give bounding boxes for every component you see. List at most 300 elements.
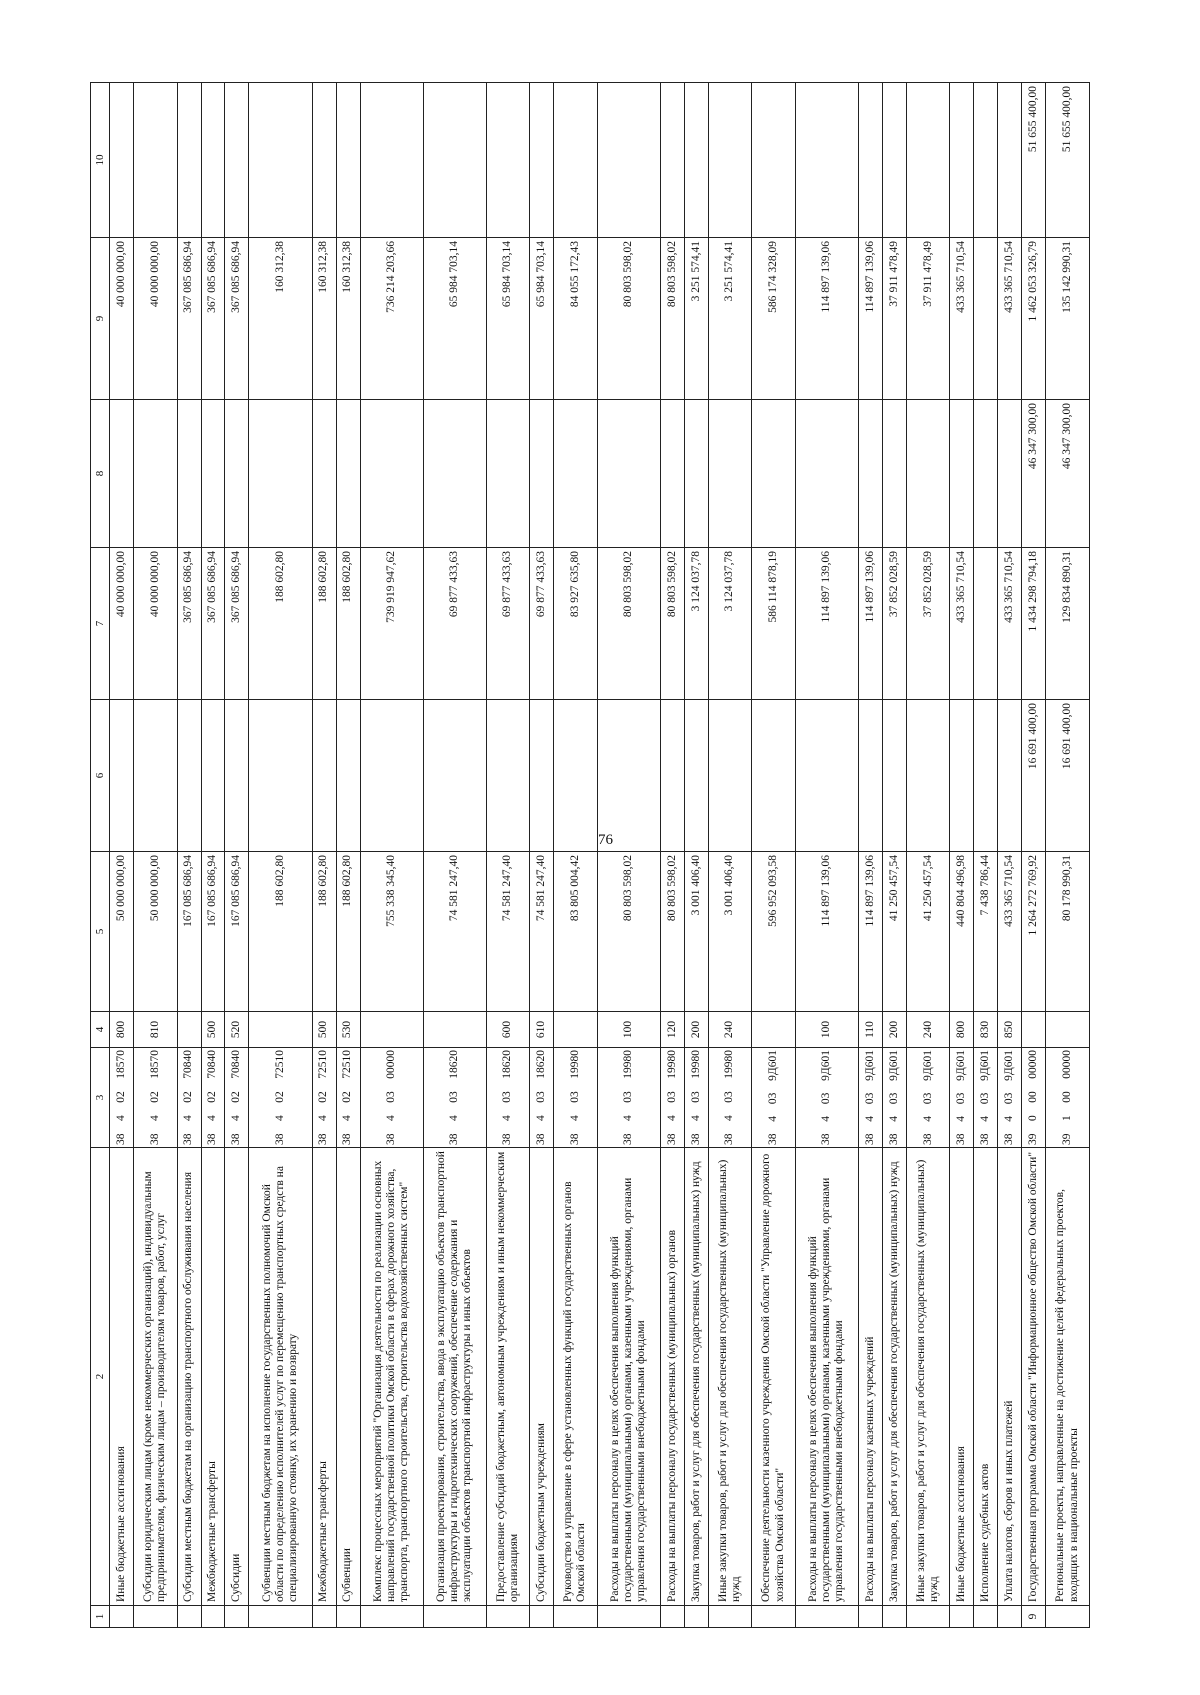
amount-col-10 bbox=[225, 83, 249, 238]
code-parts bbox=[864, 1050, 877, 1145]
amount-col-9 bbox=[974, 238, 998, 400]
expense-type-code: 240 bbox=[708, 1012, 752, 1048]
row-description: Руководство и управление в сфере установленных функций государственных органов Омской области bbox=[554, 1148, 598, 1606]
target-article-code bbox=[597, 1048, 660, 1148]
column-header-2: 2 bbox=[91, 1148, 110, 1606]
code-part-1: 39 bbox=[1061, 1133, 1074, 1145]
amount-col-10 bbox=[423, 83, 486, 238]
amount-col-7: 83 927 635,80 bbox=[554, 548, 598, 700]
amount-col-7: 114 897 139,06 bbox=[795, 548, 858, 700]
amount-col-8 bbox=[554, 400, 598, 548]
amount-col-8 bbox=[998, 400, 1022, 548]
amount-col-5: 80 178 990,31 bbox=[1046, 852, 1090, 1012]
code-part-3: 03 bbox=[820, 1092, 833, 1105]
amount-col-8 bbox=[201, 400, 225, 548]
amount-col-10: 51 655 400,00 bbox=[1046, 83, 1090, 238]
amount-col-5: 188 602,80 bbox=[249, 852, 312, 1012]
target-article-code bbox=[882, 1048, 906, 1148]
code-parts bbox=[690, 1050, 703, 1145]
amount-col-9: 40 000 000,00 bbox=[110, 238, 134, 400]
code-part-2: 4 bbox=[665, 1115, 678, 1121]
amount-col-7: 37 852 028,59 bbox=[882, 548, 906, 700]
table-row bbox=[336, 83, 360, 1628]
amount-col-7: 1 434 298 794,18 bbox=[1022, 548, 1046, 700]
amount-col-10 bbox=[660, 83, 684, 238]
code-part-1: 38 bbox=[689, 1133, 702, 1145]
amount-col-10 bbox=[752, 83, 796, 238]
table-row bbox=[906, 83, 950, 1628]
row-number bbox=[423, 1606, 486, 1628]
amount-col-9: 80 803 598,02 bbox=[597, 238, 660, 400]
code-part-2: 4 bbox=[148, 1115, 161, 1121]
expense-type-code: 530 bbox=[336, 1012, 360, 1048]
code-part-3: 02 bbox=[273, 1091, 286, 1103]
code-parts bbox=[888, 1050, 901, 1145]
row-number bbox=[660, 1606, 684, 1628]
row-description: Субсидии бюджетным учреждениям bbox=[530, 1148, 554, 1606]
amount-col-7: 367 085 686,94 bbox=[225, 548, 249, 700]
row-number bbox=[225, 1606, 249, 1628]
code-part-3: 03 bbox=[568, 1091, 581, 1103]
code-part-3: 03 bbox=[535, 1091, 548, 1103]
row-number bbox=[530, 1606, 554, 1628]
code-part-3: 03 bbox=[955, 1092, 968, 1105]
amount-col-8 bbox=[752, 400, 796, 548]
budget-table-wrapper bbox=[90, 83, 1090, 1628]
code-part-2: 4 bbox=[501, 1115, 514, 1121]
code-part-4: 9Д601 bbox=[820, 1050, 833, 1081]
target-article-code bbox=[950, 1048, 974, 1148]
amount-col-7: 40 000 000,00 bbox=[110, 548, 134, 700]
expense-type-code: 500 bbox=[312, 1012, 336, 1048]
amount-col-6 bbox=[858, 700, 882, 852]
code-part-4: 18570 bbox=[114, 1050, 127, 1079]
amount-col-6 bbox=[906, 700, 950, 852]
row-description: Государственная программа Омской области "Информационное общество Омской области" bbox=[1022, 1148, 1046, 1606]
amount-col-6 bbox=[201, 700, 225, 852]
amount-col-7: 433 365 710,54 bbox=[950, 548, 974, 700]
amount-col-7: 739 919 947,62 bbox=[360, 548, 423, 700]
code-part-1: 38 bbox=[182, 1133, 195, 1145]
code-parts bbox=[115, 1050, 128, 1145]
amount-col-8 bbox=[882, 400, 906, 548]
amount-col-6 bbox=[950, 700, 974, 852]
amount-col-5: 596 952 093,58 bbox=[752, 852, 796, 1012]
target-article-code bbox=[133, 1048, 177, 1148]
target-article-code bbox=[423, 1048, 486, 1148]
code-parts bbox=[1003, 1050, 1016, 1145]
code-part-2: 4 bbox=[535, 1115, 548, 1121]
amount-col-10 bbox=[177, 83, 201, 238]
code-part-2: 4 bbox=[955, 1115, 968, 1122]
code-parts bbox=[448, 1050, 461, 1145]
code-part-1: 38 bbox=[955, 1133, 968, 1145]
code-part-3: 03 bbox=[622, 1091, 635, 1103]
amount-col-5: 433 365 710,54 bbox=[998, 852, 1022, 1012]
amount-col-6 bbox=[360, 700, 423, 852]
table-row bbox=[882, 83, 906, 1628]
expense-type-code: 850 bbox=[998, 1012, 1022, 1048]
code-part-2: 4 bbox=[114, 1115, 127, 1121]
code-part-1: 38 bbox=[384, 1133, 397, 1145]
column-header-10: 10 bbox=[91, 83, 110, 238]
table-row bbox=[684, 83, 708, 1628]
row-description: Межбюджетные трансферты bbox=[201, 1148, 225, 1606]
code-part-4: 18620 bbox=[535, 1050, 548, 1079]
row-description: Субсидии bbox=[225, 1148, 249, 1606]
target-article-code bbox=[225, 1048, 249, 1148]
amount-col-7: 69 877 433,63 bbox=[530, 548, 554, 700]
code-part-2: 4 bbox=[820, 1115, 833, 1122]
amount-col-7: 367 085 686,94 bbox=[177, 548, 201, 700]
code-part-1: 38 bbox=[568, 1133, 581, 1145]
amount-col-8 bbox=[597, 400, 660, 548]
code-part-1: 38 bbox=[887, 1133, 900, 1145]
code-part-2: 4 bbox=[182, 1115, 195, 1121]
code-part-2: 4 bbox=[887, 1115, 900, 1122]
amount-col-8: 46 347 300,00 bbox=[1046, 400, 1090, 548]
target-article-code bbox=[486, 1048, 530, 1148]
amount-col-5: 50 000 000,00 bbox=[133, 852, 177, 1012]
amount-col-9: 37 911 478,49 bbox=[882, 238, 906, 400]
table-row bbox=[1022, 83, 1046, 1628]
amount-col-8 bbox=[423, 400, 486, 548]
amount-col-5: 167 085 686,94 bbox=[201, 852, 225, 1012]
expense-type-code: 610 bbox=[530, 1012, 554, 1048]
table-row bbox=[660, 83, 684, 1628]
code-parts bbox=[317, 1050, 330, 1145]
code-parts bbox=[820, 1050, 833, 1145]
amount-col-7: 188 602,80 bbox=[336, 548, 360, 700]
code-part-1: 38 bbox=[501, 1133, 514, 1145]
row-description: Субсидии местным бюджетам на организацию транспортного обслуживания населения bbox=[177, 1148, 201, 1606]
code-part-3: 02 bbox=[230, 1091, 243, 1103]
amount-col-8 bbox=[858, 400, 882, 548]
amount-col-6 bbox=[177, 700, 201, 852]
row-number bbox=[858, 1606, 882, 1628]
code-parts bbox=[501, 1050, 514, 1145]
row-number bbox=[974, 1606, 998, 1628]
code-part-2: 4 bbox=[448, 1115, 461, 1121]
amount-col-9: 84 055 172,43 bbox=[554, 238, 598, 400]
row-number bbox=[752, 1606, 796, 1628]
amount-col-5: 74 581 247,40 bbox=[530, 852, 554, 1012]
code-part-2: 4 bbox=[766, 1115, 779, 1122]
amount-col-8 bbox=[950, 400, 974, 548]
amount-col-6 bbox=[554, 700, 598, 852]
amount-col-8 bbox=[312, 400, 336, 548]
amount-col-8 bbox=[708, 400, 752, 548]
expense-type-code bbox=[1046, 1012, 1090, 1048]
code-parts bbox=[1027, 1050, 1040, 1145]
amount-col-10 bbox=[882, 83, 906, 238]
amount-col-9: 80 803 598,02 bbox=[660, 238, 684, 400]
amount-col-7: 40 000 000,00 bbox=[133, 548, 177, 700]
code-parts bbox=[149, 1050, 162, 1145]
expense-type-code: 500 bbox=[201, 1012, 225, 1048]
amount-col-8 bbox=[906, 400, 950, 548]
amount-col-8 bbox=[684, 400, 708, 548]
amount-col-9: 3 251 574,41 bbox=[684, 238, 708, 400]
row-number bbox=[950, 1606, 974, 1628]
row-description: Региональные проекты, направленные на достижение целей федеральных проектов, входящих в национальные проекты bbox=[1046, 1148, 1090, 1606]
code-parts bbox=[955, 1050, 968, 1145]
expense-type-code: 800 bbox=[110, 1012, 134, 1048]
amount-col-9: 160 312,38 bbox=[249, 238, 312, 400]
expense-type-code: 110 bbox=[858, 1012, 882, 1048]
table-row bbox=[249, 83, 312, 1628]
code-part-3: 03 bbox=[863, 1092, 876, 1105]
expense-type-code: 520 bbox=[225, 1012, 249, 1048]
table-row bbox=[225, 83, 249, 1628]
row-number bbox=[998, 1606, 1022, 1628]
row-description: Субвенции bbox=[336, 1148, 360, 1606]
amount-col-6 bbox=[684, 700, 708, 852]
table-row bbox=[974, 83, 998, 1628]
row-description: Расходы на выплаты персоналу в целях обеспечения выполнения функций государственными (муниципальными) органами, казенными учреждениями, органами управления государственными внебюджетными фондами bbox=[795, 1148, 858, 1606]
code-part-4: 9Д601 bbox=[1003, 1050, 1016, 1081]
row-number bbox=[597, 1606, 660, 1628]
amount-col-5: 1 264 272 769,92 bbox=[1022, 852, 1046, 1012]
code-part-4: 9Д601 bbox=[766, 1050, 779, 1081]
amount-col-10 bbox=[360, 83, 423, 238]
column-header-1: 1 bbox=[91, 1606, 110, 1628]
row-description: Иные закупки товаров, работ и услуг для обеспечения государственных (муниципальных) нужд bbox=[708, 1148, 752, 1606]
code-part-1: 38 bbox=[1003, 1133, 1016, 1145]
row-description: Иные бюджетные ассигнования bbox=[110, 1148, 134, 1606]
table-header-row bbox=[91, 83, 110, 1628]
amount-col-9: 65 984 703,14 bbox=[530, 238, 554, 400]
code-part-2: 4 bbox=[723, 1115, 736, 1121]
code-part-3: 03 bbox=[979, 1092, 992, 1105]
amount-col-7: 188 602,80 bbox=[249, 548, 312, 700]
amount-col-10 bbox=[858, 83, 882, 238]
code-part-1: 38 bbox=[341, 1133, 354, 1145]
target-article-code bbox=[530, 1048, 554, 1148]
budget-table bbox=[90, 82, 1090, 1628]
amount-col-7: 69 877 433,63 bbox=[486, 548, 530, 700]
amount-col-5: 41 250 457,54 bbox=[906, 852, 950, 1012]
amount-col-9: 1 462 053 326,79 bbox=[1022, 238, 1046, 400]
code-part-4: 19980 bbox=[622, 1050, 635, 1079]
amount-col-5: 755 338 345,40 bbox=[360, 852, 423, 1012]
code-part-2: 4 bbox=[568, 1115, 581, 1121]
row-number bbox=[336, 1606, 360, 1628]
row-number bbox=[312, 1606, 336, 1628]
code-part-3: 03 bbox=[887, 1092, 900, 1105]
row-description: Расходы на выплаты персоналу казенных учреждений bbox=[858, 1148, 882, 1606]
amount-col-7: 114 897 139,06 bbox=[858, 548, 882, 700]
code-part-1: 38 bbox=[622, 1133, 635, 1145]
row-number bbox=[201, 1606, 225, 1628]
amount-col-9: 433 365 710,54 bbox=[950, 238, 974, 400]
code-parts bbox=[1061, 1050, 1074, 1145]
code-part-4: 00000 bbox=[1027, 1050, 1040, 1079]
table-row bbox=[312, 83, 336, 1628]
amount-col-9: 367 085 686,94 bbox=[201, 238, 225, 400]
expense-type-code bbox=[177, 1012, 201, 1048]
code-part-4: 19980 bbox=[568, 1050, 581, 1079]
code-part-4: 19980 bbox=[723, 1050, 736, 1079]
row-description: Обеспечение деятельности казенного учреждения Омской области "Управление дорожного хозяйства Омской области" bbox=[752, 1148, 796, 1606]
amount-col-5: 3 001 406,40 bbox=[684, 852, 708, 1012]
code-part-4: 18620 bbox=[501, 1050, 514, 1079]
expense-type-code bbox=[249, 1012, 312, 1048]
amount-col-9: 586 174 328,09 bbox=[752, 238, 796, 400]
code-part-2: 4 bbox=[622, 1115, 635, 1121]
amount-col-9: 65 984 703,14 bbox=[486, 238, 530, 400]
amount-col-8 bbox=[110, 400, 134, 548]
table-row bbox=[708, 83, 752, 1628]
row-number bbox=[1046, 1606, 1090, 1628]
row-number bbox=[133, 1606, 177, 1628]
table-row bbox=[486, 83, 530, 1628]
expense-type-code: 200 bbox=[882, 1012, 906, 1048]
code-part-3: 03 bbox=[1003, 1092, 1016, 1105]
code-part-1: 38 bbox=[230, 1133, 243, 1145]
table-body bbox=[110, 83, 1090, 1628]
amount-col-10 bbox=[795, 83, 858, 238]
code-part-3: 03 bbox=[384, 1091, 397, 1103]
amount-col-6 bbox=[249, 700, 312, 852]
code-parts bbox=[206, 1050, 219, 1145]
code-part-2: 4 bbox=[921, 1115, 934, 1122]
amount-col-10 bbox=[906, 83, 950, 238]
code-part-4: 72510 bbox=[341, 1050, 354, 1079]
row-number bbox=[486, 1606, 530, 1628]
amount-col-8 bbox=[177, 400, 201, 548]
code-part-3: 02 bbox=[317, 1091, 330, 1103]
amount-col-5: 80 803 598,02 bbox=[660, 852, 684, 1012]
target-article-code bbox=[858, 1048, 882, 1148]
target-article-code bbox=[795, 1048, 858, 1148]
row-description: Предоставление субсидий бюджетным, автономным учреждениям и иным некоммерческим организациям bbox=[486, 1148, 530, 1606]
amount-col-8 bbox=[530, 400, 554, 548]
code-part-2: 0 bbox=[1027, 1115, 1040, 1121]
expense-type-code bbox=[1022, 1012, 1046, 1048]
target-article-code bbox=[360, 1048, 423, 1148]
code-part-1: 38 bbox=[820, 1133, 833, 1145]
amount-col-5: 50 000 000,00 bbox=[110, 852, 134, 1012]
table-row bbox=[554, 83, 598, 1628]
amount-col-8 bbox=[360, 400, 423, 548]
expense-type-code bbox=[423, 1012, 486, 1048]
code-part-1: 38 bbox=[273, 1133, 286, 1145]
amount-col-6 bbox=[133, 700, 177, 852]
table-row bbox=[858, 83, 882, 1628]
table-row bbox=[998, 83, 1022, 1628]
amount-col-5: 167 085 686,94 bbox=[177, 852, 201, 1012]
row-description: Иные закупки товаров, работ и услуг для обеспечения государственных (муниципальных) нужд bbox=[906, 1148, 950, 1606]
code-part-2: 4 bbox=[979, 1115, 992, 1122]
code-part-3: 02 bbox=[341, 1091, 354, 1103]
table-row bbox=[177, 83, 201, 1628]
code-parts bbox=[723, 1050, 736, 1145]
amount-col-7: 188 602,80 bbox=[312, 548, 336, 700]
code-part-2: 4 bbox=[384, 1115, 397, 1121]
code-parts bbox=[767, 1050, 780, 1145]
code-part-2: 4 bbox=[317, 1115, 330, 1121]
amount-col-9: 367 085 686,94 bbox=[225, 238, 249, 400]
amount-col-7: 80 803 598,02 bbox=[597, 548, 660, 700]
amount-col-5: 83 805 004,42 bbox=[554, 852, 598, 1012]
amount-col-5: 188 602,80 bbox=[312, 852, 336, 1012]
amount-col-9: 114 897 139,06 bbox=[858, 238, 882, 400]
target-article-code bbox=[249, 1048, 312, 1148]
amount-col-9: 3 251 574,41 bbox=[708, 238, 752, 400]
amount-col-10 bbox=[201, 83, 225, 238]
amount-col-8 bbox=[660, 400, 684, 548]
row-number bbox=[554, 1606, 598, 1628]
amount-col-8 bbox=[225, 400, 249, 548]
amount-col-10 bbox=[950, 83, 974, 238]
amount-col-5: 41 250 457,54 bbox=[882, 852, 906, 1012]
code-part-3: 02 bbox=[148, 1091, 161, 1103]
table-row bbox=[795, 83, 858, 1628]
code-part-1: 38 bbox=[665, 1133, 678, 1145]
target-article-code bbox=[201, 1048, 225, 1148]
amount-col-9: 160 312,38 bbox=[312, 238, 336, 400]
amount-col-6 bbox=[486, 700, 530, 852]
amount-col-9: 367 085 686,94 bbox=[177, 238, 201, 400]
amount-col-5: 440 804 496,98 bbox=[950, 852, 974, 1012]
amount-col-7: 37 852 028,59 bbox=[906, 548, 950, 700]
code-parts bbox=[622, 1050, 635, 1145]
code-part-3: 03 bbox=[665, 1091, 678, 1103]
amount-col-6 bbox=[225, 700, 249, 852]
code-part-4: 70840 bbox=[182, 1050, 195, 1079]
row-description: Расходы на выплаты персоналу в целях обеспечения выполнения функций государственными (муниципальными) органами, казенными учреждениями, органами управления государственными внебюджетными фондами bbox=[597, 1148, 660, 1606]
code-part-3: 00 bbox=[1027, 1091, 1040, 1103]
target-article-code bbox=[974, 1048, 998, 1148]
row-description: Организация проектирования, строительства, ввода в эксплуатацию объектов транспортной инфраструктуры и гидротехнических сооружений, обеспечение содержания и эксплуатации объектов транспортной инфраструктуры и иных объектов bbox=[423, 1148, 486, 1606]
amount-col-8 bbox=[486, 400, 530, 548]
expense-type-code bbox=[752, 1012, 796, 1048]
row-description: Субсидии юридическим лицам (кроме некоммерческих организаций), индивидуальным предпринимателям, физическим лицам – производителям товаров, работ, услуг bbox=[133, 1148, 177, 1606]
amount-col-9: 135 142 990,31 bbox=[1046, 238, 1090, 400]
expense-type-code: 810 bbox=[133, 1012, 177, 1048]
row-number bbox=[249, 1606, 312, 1628]
row-description: Уплата налогов, сборов и иных платежей bbox=[998, 1148, 1022, 1606]
row-description: Иные бюджетные ассигнования bbox=[950, 1148, 974, 1606]
code-part-4: 9Д601 bbox=[921, 1050, 934, 1081]
amount-col-10: 51 655 400,00 bbox=[1022, 83, 1046, 238]
expense-type-code: 120 bbox=[660, 1012, 684, 1048]
code-part-1: 39 bbox=[1027, 1133, 1040, 1145]
code-parts bbox=[666, 1050, 679, 1145]
row-number bbox=[110, 1606, 134, 1628]
amount-col-10 bbox=[974, 83, 998, 238]
amount-col-10 bbox=[998, 83, 1022, 238]
code-part-3: 02 bbox=[182, 1091, 195, 1103]
code-parts bbox=[979, 1050, 992, 1145]
amount-col-5: 114 897 139,06 bbox=[795, 852, 858, 1012]
code-part-1: 38 bbox=[766, 1133, 779, 1145]
code-part-3: 00 bbox=[1061, 1091, 1074, 1103]
table-row bbox=[133, 83, 177, 1628]
amount-col-7: 69 877 433,63 bbox=[423, 548, 486, 700]
amount-col-9: 736 214 203,66 bbox=[360, 238, 423, 400]
amount-col-9: 160 312,38 bbox=[336, 238, 360, 400]
amount-col-5: 74 581 247,40 bbox=[423, 852, 486, 1012]
row-description: Расходы на выплаты персоналу государственных (муниципальных) органов bbox=[660, 1148, 684, 1606]
amount-col-10 bbox=[336, 83, 360, 238]
amount-col-10 bbox=[554, 83, 598, 238]
row-number: 9 bbox=[1022, 1606, 1046, 1628]
code-part-3: 03 bbox=[723, 1091, 736, 1103]
code-part-1: 38 bbox=[448, 1133, 461, 1145]
table-row bbox=[360, 83, 423, 1628]
